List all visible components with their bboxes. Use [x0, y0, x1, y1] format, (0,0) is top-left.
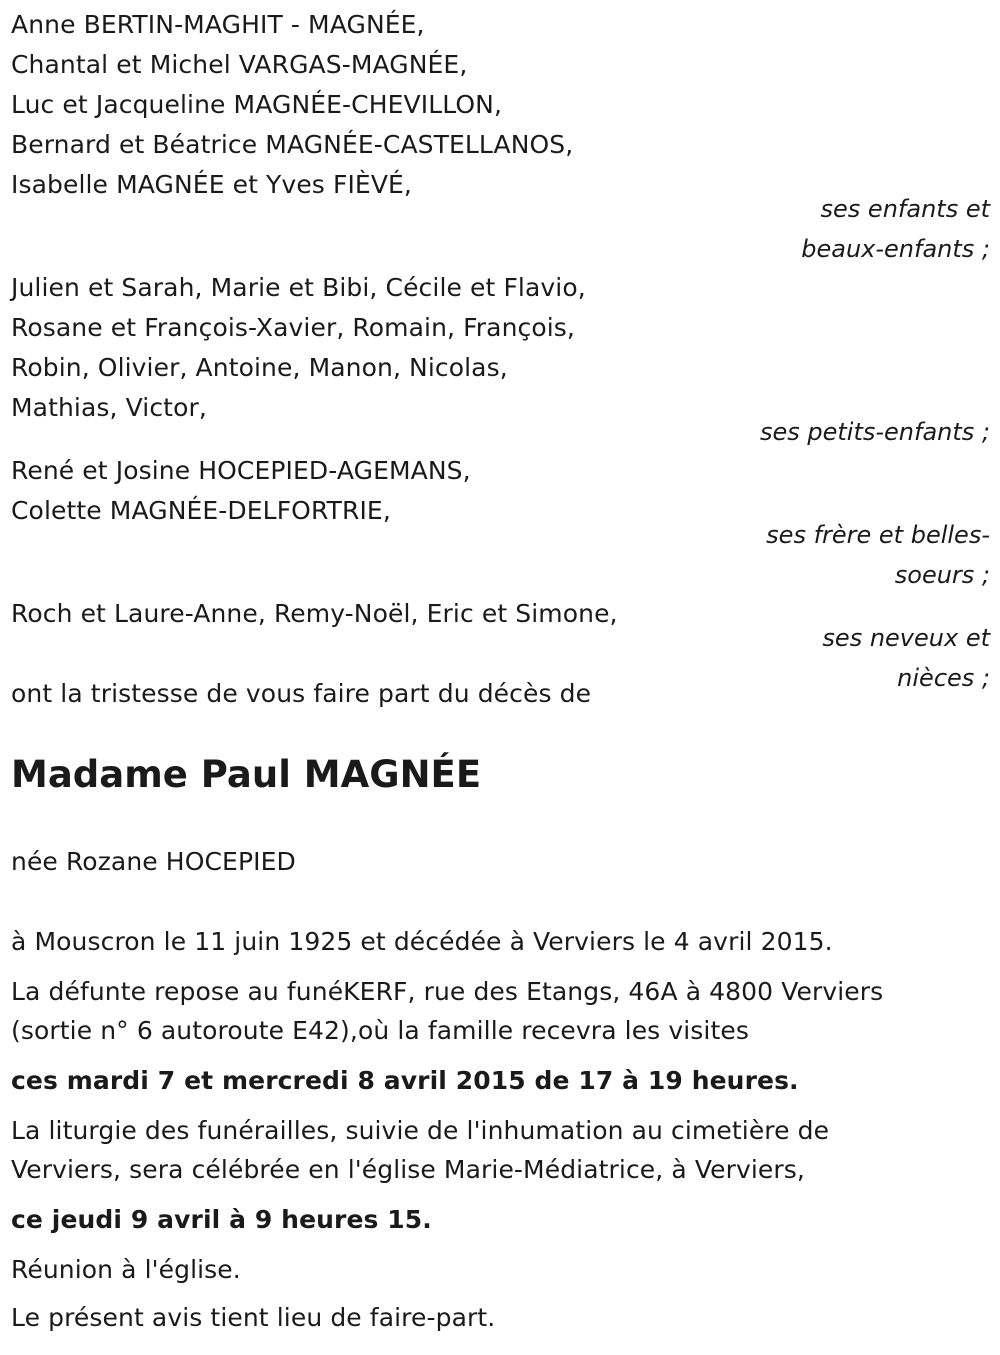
- maiden-name: née Rozane HOCEPIED: [11, 847, 296, 876]
- sibling-line: René et Josine HOCEPIED-AGEMANS,: [11, 456, 471, 485]
- child-line: Anne BERTIN-MAGHIT - MAGNÉE,: [11, 10, 425, 39]
- child-line: Luc et Jacqueline MAGNÉE-CHEVILLON,: [11, 90, 502, 119]
- repose-line: La défunte repose au funéKERF, rue des Etangs, 46A à 4800 Verviers: [11, 977, 884, 1006]
- siblings-label: ses frère et belles-: [766, 521, 990, 549]
- grandchild-line: Mathias, Victor,: [11, 393, 207, 422]
- liturgy-line: La liturgie des funérailles, suivie de l'inhumation au cimetière de: [11, 1116, 830, 1145]
- grandchild-line: Rosane et François-Xavier, Romain, François,: [11, 313, 575, 342]
- nephews-label: ses neveux et: [822, 624, 990, 652]
- meeting: Réunion à l'église.: [11, 1255, 241, 1284]
- birth-death: à Mouscron le 11 juin 1925 et décédée à Verviers le 4 avril 2015.: [11, 927, 833, 956]
- sibling-line: Colette MAGNÉE-DELFORTRIE,: [11, 496, 391, 525]
- grandchild-line: Robin, Olivier, Antoine, Manon, Nicolas,: [11, 353, 508, 382]
- child-line: Isabelle MAGNÉE et Yves FIÈVÉ,: [11, 170, 412, 199]
- nephews-line: Roch et Laure-Anne, Remy-Noël, Eric et Simone,: [11, 599, 618, 628]
- liturgy-line: Verviers, sera célébrée en l'église Marie-Médiatrice, à Verviers,: [11, 1155, 805, 1184]
- ceremony: ce jeudi 9 avril à 9 heures 15.: [11, 1205, 432, 1234]
- child-line: Chantal et Michel VARGAS-MAGNÉE,: [11, 50, 468, 79]
- children-label: ses enfants et: [820, 195, 990, 223]
- deceased-name: Madame Paul MAGNÉE: [11, 753, 482, 796]
- notice: Le présent avis tient lieu de faire-part.: [11, 1303, 496, 1332]
- siblings-label: soeurs ;: [894, 561, 990, 589]
- repose-line: (sortie n° 6 autoroute E42),où la famille recevra les visites: [11, 1016, 749, 1045]
- announcement: ont la tristesse de vous faire part du décès de: [11, 679, 592, 708]
- child-line: Bernard et Béatrice MAGNÉE-CASTELLANOS,: [11, 130, 574, 159]
- children-label: beaux-enfants ;: [801, 235, 990, 263]
- grandchild-line: Julien et Sarah, Marie et Bibi, Cécile et Flavio,: [11, 273, 586, 302]
- visits: ces mardi 7 et mercredi 8 avril 2015 de 17 à 19 heures.: [11, 1066, 799, 1095]
- nephews-label: nièces ;: [897, 664, 990, 692]
- grandchildren-label: ses petits-enfants ;: [759, 418, 990, 446]
